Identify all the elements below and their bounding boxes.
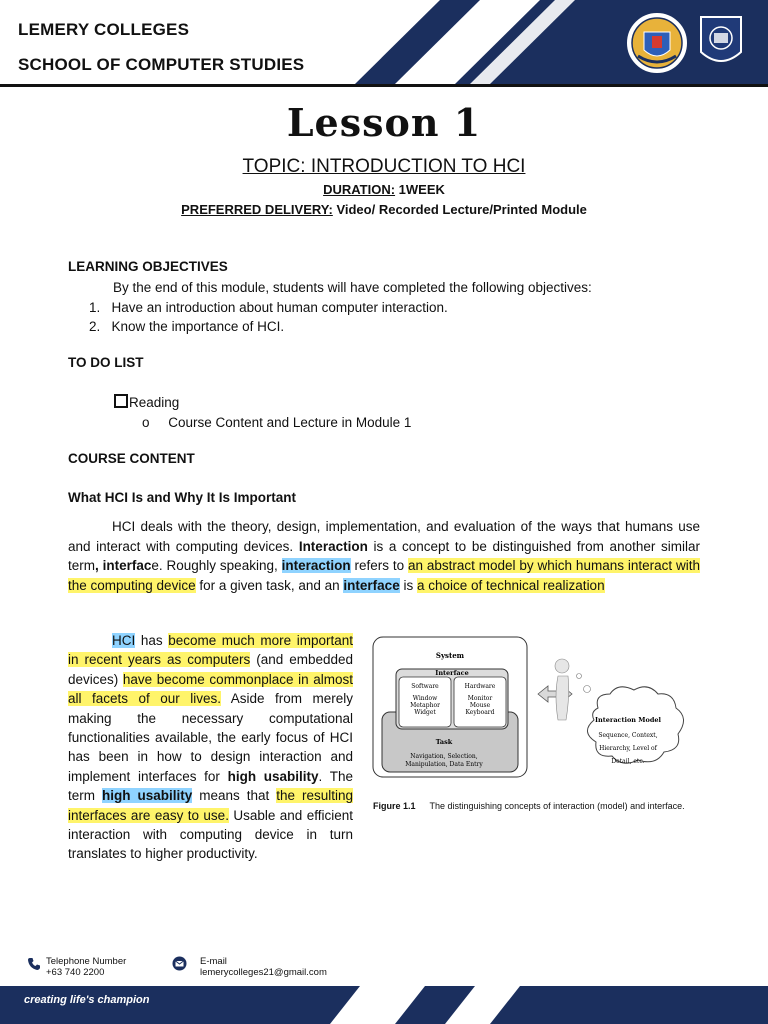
figure-hardware-item: Mouse — [469, 702, 491, 709]
lesson-title: Lesson 1 — [286, 100, 482, 145]
duration-label: DURATION: — [323, 182, 396, 197]
figure-caption-text: The distinguishing concepts of interaction (model) and interface. — [429, 801, 685, 811]
duration-value: 1WEEK — [395, 182, 445, 197]
figure-model-item: Detail, etc. — [611, 758, 645, 765]
school-seal-icon — [698, 14, 744, 72]
figure-model-item: Hierarchy, Level of — [599, 745, 657, 752]
footer-bar — [0, 986, 768, 1024]
todo-item — [114, 393, 179, 413]
figure-software-item: Window — [412, 695, 438, 702]
todo-subitem-bullet: o — [142, 415, 150, 430]
todo-item-label: Reading — [129, 395, 180, 410]
todo-subitem-label: Course Content and Lecture in Module 1 — [168, 415, 412, 430]
duration-line — [0, 182, 768, 197]
figure-hardware-label: Hardware — [464, 683, 496, 690]
interaction-figure — [372, 636, 692, 786]
figure-model-label: Interaction Model — [595, 716, 661, 724]
delivery-value: Video/ Recorded Lecture/Printed Module — [332, 202, 587, 217]
college-name: LEMERY COLLEGES — [18, 20, 190, 39]
objectives-intro: By the end of this module, students will have completed the following objectives: — [113, 280, 592, 295]
topic-title: TOPIC: INTRODUCTION TO HCI — [242, 156, 526, 177]
phone-number: +63 740 2200 — [46, 967, 105, 978]
phone-label: Telephone Number — [46, 956, 127, 967]
delivery-line — [0, 202, 768, 217]
figure-software-label: Software — [411, 683, 439, 690]
course-subheading: What HCI Is and Why It Is Important — [68, 490, 297, 505]
todo-heading: TO DO LIST — [68, 355, 144, 370]
objective-item — [89, 317, 284, 337]
school-name: SCHOOL OF COMPUTER STUDIES — [18, 55, 305, 74]
college-seal-icon — [624, 10, 690, 76]
delivery-label: PREFERRED DELIVERY: — [181, 202, 333, 217]
figure-system-label: System — [435, 651, 465, 660]
email-contact — [200, 956, 327, 978]
checkbox-icon — [114, 394, 128, 408]
objective-text: Have an introduction about human computer interaction. — [111, 300, 448, 315]
figure-task-item: Navigation, Selection, — [410, 753, 478, 760]
figure-hardware-item: Monitor — [467, 695, 493, 702]
email-label: E-mail — [200, 956, 227, 967]
figure-hardware-item: Keyboard — [465, 709, 495, 716]
figure-software-item: Widget — [414, 709, 436, 716]
todo-subitem — [142, 413, 411, 433]
figure-task-label: Task — [435, 738, 453, 746]
course-heading: COURSE CONTENT — [68, 451, 195, 466]
figure-model-item: Sequence, Context, — [598, 732, 658, 739]
phone-contact — [46, 956, 126, 978]
footer-slogan: creating life's champion — [24, 994, 150, 1006]
person-thinking-icon — [555, 659, 591, 720]
figure-interface-label: Interface — [435, 669, 469, 677]
figure-software-item: Metaphor — [410, 702, 440, 709]
objective-number: 2. — [89, 319, 101, 334]
figure-caption — [373, 801, 685, 811]
figure-task-item: Manipulation, Data Entry — [405, 761, 483, 768]
email-icon — [172, 956, 187, 971]
phone-icon — [27, 957, 41, 971]
course-paragraph-1: HCI deals with the theory, design, implementation, and evaluation of the ways that humans use and interact with computing devices. Interaction is a concept to be distinguished from another similar term, interface. Roughly speaking, interaction refers to an abstract model by which humans interact with the computing device for a given task, and an interface is a choice of technical realization — [68, 519, 700, 593]
objective-number: 1. — [89, 300, 101, 315]
email-address: lemerycolleges21@gmail.com — [200, 967, 327, 978]
page-header — [0, 0, 768, 88]
objective-text: Know the importance of HCI. — [111, 319, 285, 334]
figure-caption-label: Figure 1.1 — [373, 801, 416, 811]
header-rule — [0, 84, 768, 87]
objectives-heading: LEARNING OBJECTIVES — [68, 259, 228, 274]
objective-item — [89, 298, 448, 318]
course-paragraph-2: HCI has become much more important in recent years as computers (and embedded devices) have become commonplace in almost all facets of our lives. Aside from merely making the necessary computational functionalities available, the early focus of HCI has been in how to design interaction and implement interfaces for high usability. The term high usability means that the resulting interfaces are easy to use. Usable and efficient interaction with computing device in turn translates to higher productivity. — [68, 633, 354, 862]
